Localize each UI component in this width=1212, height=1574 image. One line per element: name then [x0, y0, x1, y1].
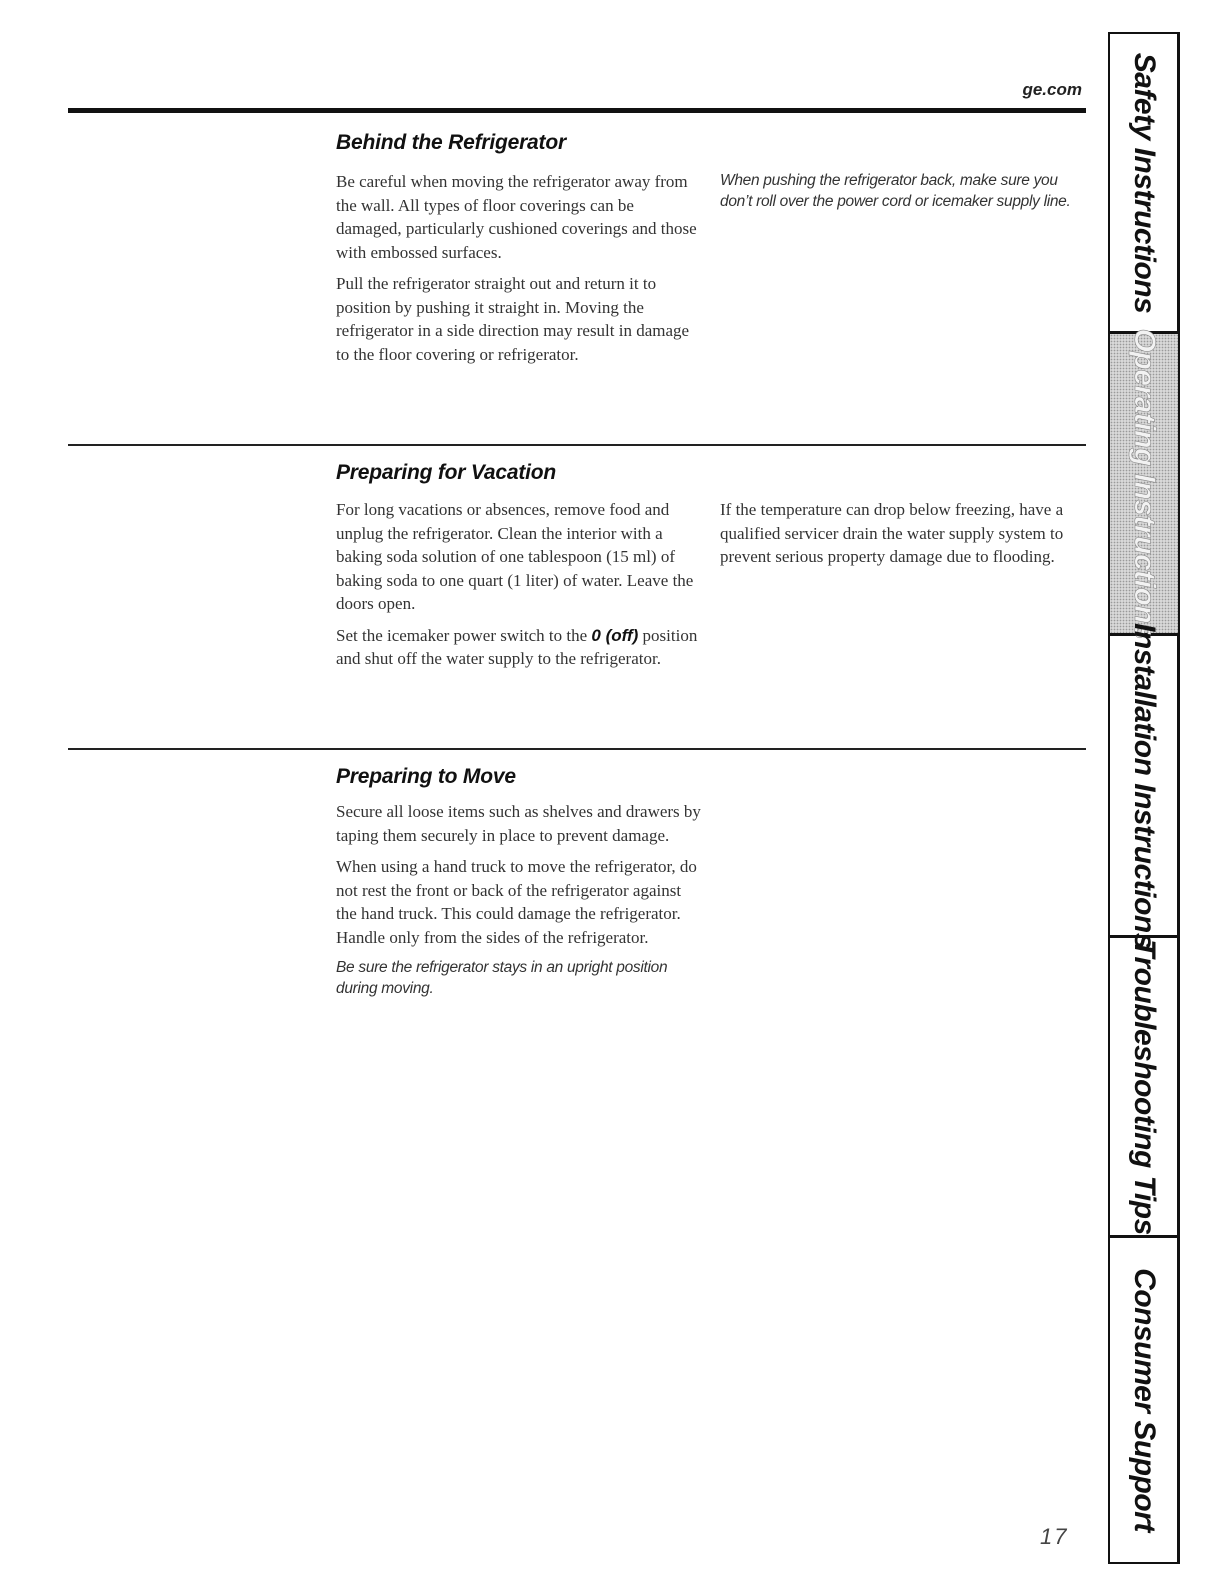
section-tabs: [1108, 32, 1180, 1564]
behind-paragraph-2: Pull the refrigerator straight out and return it to position by pushing it straight in. Moving the refrigerator in a side direction may result in damage to the floor covering or refrigerator.: [336, 274, 690, 364]
move-paragraph-2: When using a hand truck to move the refrigerator, do not rest the front or back of the refrigerator against the hand truck. This could damage the refrigerator. Handle only from the sides of the refrigerator.: [336, 857, 697, 947]
move-paragraph-1: Secure all loose items such as shelves and drawers by taping them securely in place to prevent damage.: [336, 802, 701, 845]
tab-troubleshooting-tips[interactable]: [1110, 938, 1178, 1238]
tab-label: Troubleshooting Tips: [1128, 938, 1161, 1235]
tab-label: Consumer Support: [1128, 1268, 1161, 1532]
section-divider: [68, 748, 1086, 750]
vacation-side-column: [720, 498, 1085, 577]
off-position-label: 0 (off): [591, 625, 639, 645]
behind-paragraph-1: Be careful when moving the refrigerator away from the wall. All types of floor coverings can be damaged, particularly cushioned coverings and those with embossed surfaces.: [336, 172, 697, 262]
tab-label: Safety Instructions: [1128, 52, 1161, 313]
tab-installation-instructions[interactable]: [1110, 622, 1178, 949]
section-divider: [68, 444, 1086, 446]
tab-operating-instructions[interactable]: [1110, 328, 1178, 639]
tab-consumer-support[interactable]: [1110, 1238, 1178, 1562]
behind-side-column: [720, 170, 1085, 220]
site-url: ge.com: [1022, 80, 1082, 99]
vacation-p2-after: position and shut off the water supply to the refrigerator.: [336, 625, 698, 668]
behind-main-column: [336, 170, 701, 374]
section-title-vacation: Preparing for Vacation: [336, 461, 557, 484]
move-main-column: [336, 800, 701, 1007]
behind-note: When pushing the refrigerator back, make sure you don’t roll over the power cord or icemaker supply line.: [720, 172, 1071, 210]
vacation-paragraph-1: For long vacations or absences, remove food and unplug the refrigerator. Clean the interior with a baking soda solution of one tablespoon (15 ml) of baking soda to one quart (1 liter) of water. Leave the doors open.: [336, 500, 694, 613]
tab-safety-instructions[interactable]: [1110, 34, 1178, 334]
header-rule: [68, 108, 1086, 113]
tab-label: Installation Instructions: [1128, 622, 1161, 949]
page-number: 17: [1040, 1524, 1069, 1549]
tab-label: Operating Instructions: [1128, 328, 1161, 639]
vacation-paragraph-3: If the temperature can drop below freezing, have a qualified servicer drain the water supply system to prevent serious property damage due to flooding.: [720, 500, 1064, 566]
section-title-behind: Behind the Refrigerator: [336, 131, 566, 154]
vacation-paragraph-2: [336, 624, 701, 671]
section-title-move: Preparing to Move: [336, 765, 516, 788]
move-note: Be sure the refrigerator stays in an upright position during moving.: [336, 959, 668, 997]
vacation-main-column: [336, 498, 701, 679]
vacation-p2-before: Set the icemaker power switch to the: [336, 625, 592, 645]
